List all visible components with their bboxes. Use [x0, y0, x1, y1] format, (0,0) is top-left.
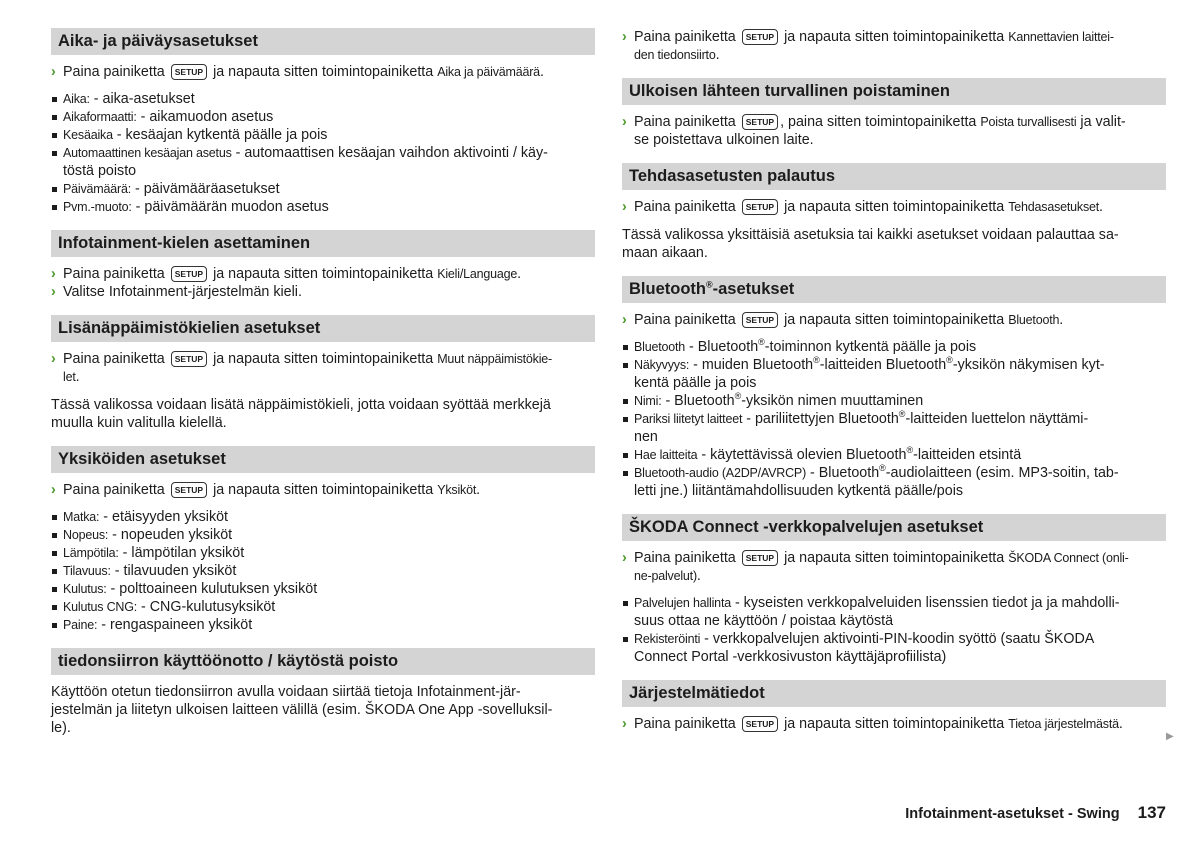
- paragraph: Tässä valikossa yksittäisiä asetuksia tai kaikki asetukset voidaan palauttaa sa- maan aikaan.: [622, 227, 1119, 261]
- section-heading-units: Yksiköiden asetukset: [51, 446, 595, 473]
- section-heading-safe-removal: Ulkoisen lähteen turvallinen poistaminen: [622, 78, 1166, 105]
- list-item: Näkyvyys: - muiden Bluetooth®-laitteiden Bluetooth®-yksikön näkymisen kyt- kentä päälle ja pois: [622, 356, 1166, 392]
- list-item: Bluetooth - Bluetooth®-toiminnon kytkentä päälle ja pois: [622, 338, 1166, 356]
- arrow-icon: ›: [51, 351, 56, 367]
- bullet-icon: [52, 515, 57, 520]
- menu-term: ŠKODA Connect (onli-: [1008, 551, 1129, 565]
- list-item: Tilavuus: - tilavuuden yksiköt: [51, 562, 595, 580]
- instruction-step: › Paina painiketta SETUP ja napauta sitten toimintopainiketta Kieli/Language.: [51, 266, 522, 282]
- paragraph: Käyttöön otetun tiedonsiirron avulla voidaan siirtää tietoja Infotainment-jär- jestelmän ja liitetyn ulkoisen laitteen välillä (esim. ŠKODA One App -sovelluksil- le).: [51, 684, 553, 736]
- continue-arrow-icon: ▶: [1166, 731, 1174, 742]
- list-item-continuation: töstä poisto: [63, 163, 137, 179]
- list-item: Kesäaika - kesäajan kytkentä päälle ja pois: [51, 126, 595, 144]
- setup-key-icon: SETUP: [742, 199, 778, 215]
- bullet-list: [622, 338, 1166, 500]
- page-number: 137: [1137, 803, 1166, 822]
- left-column: [51, 28, 595, 737]
- menu-term: Muut näppäimistökie-: [437, 352, 553, 366]
- arrow-icon: ›: [622, 716, 627, 732]
- arrow-icon: ›: [51, 266, 56, 282]
- menu-term: Yksiköt: [437, 483, 477, 497]
- menu-term: let: [63, 370, 76, 384]
- arrow-icon: ›: [622, 199, 627, 215]
- instruction-step: › Paina painiketta SETUP ja napauta sitten toimintopainiketta Bluetooth.: [622, 312, 1064, 328]
- arrow-icon: ›: [51, 64, 56, 80]
- list-item: Päivämäärä: - päivämääräasetukset: [51, 180, 595, 198]
- instruction-step: › Paina painiketta SETUP ja napauta sitten toimintopainiketta Kannettavien laittei- den tiedonsiirto.: [622, 29, 1114, 63]
- list-item: Pariksi liitetyt laitteet - pariliitettyjen Bluetooth®-laitteiden luettelon näyttämi- nen: [622, 410, 1166, 446]
- instruction-step: › Paina painiketta SETUP ja napauta sitten toimintopainiketta Aika ja päivämäärä.: [51, 64, 544, 80]
- footer-section-title: Infotainment-asetukset - Swing: [905, 806, 1120, 822]
- section-heading-time-date: Aika- ja päiväysasetukset: [51, 28, 595, 55]
- setup-key-icon: SETUP: [742, 550, 778, 566]
- arrow-icon: ›: [622, 312, 627, 328]
- bullet-icon: [52, 551, 57, 556]
- bullet-icon: [623, 417, 628, 422]
- list-item: Kulutus CNG: - CNG-kulutusyksiköt: [51, 598, 595, 616]
- bullet-icon: [52, 605, 57, 610]
- list-item: Bluetooth-audio (A2DP/AVRCP) - Bluetooth®-audiolaitteen (esim. MP3-soitin, tab- letti jne.) liitäntämahdollisuuden kytkentä päälle/pois: [622, 464, 1166, 500]
- bullet-icon: [52, 533, 57, 538]
- menu-term: ne-palvelut): [634, 569, 697, 583]
- section-heading-keyboard-languages: Lisänäppäimistökielien asetukset: [51, 315, 595, 342]
- section-heading-data-transfer: tiedonsiirron käyttöönotto / käytöstä poisto: [51, 648, 595, 675]
- bullet-icon: [52, 151, 57, 156]
- bullet-list: [51, 90, 595, 216]
- bullet-icon: [52, 623, 57, 628]
- list-item: Matka: - etäisyyden yksiköt: [51, 508, 595, 526]
- list-item: Nopeus: - nopeuden yksiköt: [51, 526, 595, 544]
- bullet-icon: [52, 569, 57, 574]
- list-item: Lämpötila: - lämpötilan yksiköt: [51, 544, 595, 562]
- page-footer: [905, 803, 1166, 823]
- arrow-icon: ›: [622, 29, 627, 45]
- setup-key-icon: SETUP: [742, 29, 778, 45]
- bullet-icon: [623, 453, 628, 458]
- arrow-icon: ›: [622, 550, 627, 566]
- instruction-step: › Valitse Infotainment-järjestelmän kieli.: [51, 284, 302, 300]
- bullet-icon: [52, 133, 57, 138]
- section-heading-skoda-connect: ŠKODA Connect -verkkopalvelujen asetukset: [622, 514, 1166, 541]
- bullet-icon: [623, 345, 628, 350]
- bullet-list: [622, 594, 1166, 666]
- bullet-icon: [623, 637, 628, 642]
- bullet-icon: [623, 399, 628, 404]
- instruction-step: › Paina painiketta SETUP , paina sitten toimintopainiketta Poista turvallisesti ja valit- se poistettava ulkoinen laite.: [622, 114, 1126, 148]
- instruction-step: › Paina painiketta SETUP ja napauta sitten toimintopainiketta Yksiköt.: [51, 482, 481, 498]
- list-item: Automaattinen kesäajan asetus - automaattisen kesäajan vaihdon aktivointi / käy-: [51, 144, 595, 162]
- section-heading-bluetooth: Bluetooth®-asetukset: [622, 276, 1166, 303]
- list-item: Kulutus: - polttoaineen kulutuksen yksiköt: [51, 580, 595, 598]
- list-item: Aikaformaatti: - aikamuodon asetus: [51, 108, 595, 126]
- bullet-icon: [52, 97, 57, 102]
- bullet-icon: [623, 471, 628, 476]
- arrow-icon: ›: [622, 114, 627, 130]
- list-item: Paine: - rengaspaineen yksiköt: [51, 616, 595, 634]
- section-heading-factory-reset: Tehdasasetusten palautus: [622, 163, 1166, 190]
- list-item: Pvm.-muoto: - päivämäärän muodon asetus: [51, 198, 595, 216]
- right-column: [622, 28, 1166, 733]
- arrow-icon: ›: [51, 284, 56, 300]
- paragraph: Tässä valikossa voidaan lisätä näppäimistökieli, jotta voidaan syöttää merkkejä muulla kuin valitulla kielellä.: [51, 397, 551, 431]
- menu-term: Aika ja päivämäärä: [437, 65, 540, 79]
- list-item: Hae laitteita - käytettävissä olevien Bluetooth®-laitteiden etsintä: [622, 446, 1166, 464]
- instruction-step: › Paina painiketta SETUP ja napauta sitten toimintopainiketta Tehdasasetukset.: [622, 199, 1104, 215]
- menu-term: Kieli/Language: [437, 267, 518, 281]
- setup-key-icon: SETUP: [171, 351, 207, 367]
- arrow-icon: ›: [51, 482, 56, 498]
- menu-term: Poista turvallisesti: [980, 115, 1077, 129]
- bullet-icon: [52, 587, 57, 592]
- bullet-icon: [52, 187, 57, 192]
- list-item: Rekisteröinti - verkkopalvelujen aktivointi-PIN-koodin syöttö (saatu ŠKODA Connect Portal -verkkosivuston käyttäjäprofiilista): [622, 630, 1166, 666]
- instruction-step: › Paina painiketta SETUP ja napauta sitten toimintopainiketta Muut näppäimistökie- let.: [51, 351, 553, 385]
- bullet-icon: [52, 205, 57, 210]
- instruction-step: › Paina painiketta SETUP ja napauta sitten toimintopainiketta Tietoa järjestelmästä.: [622, 716, 1123, 732]
- bullet-icon: [52, 115, 57, 120]
- setup-key-icon: SETUP: [742, 312, 778, 328]
- section-heading-language: Infotainment-kielen asettaminen: [51, 230, 595, 257]
- bullet-icon: [623, 363, 628, 368]
- menu-term: Kannettavien laittei-: [1008, 30, 1114, 44]
- list-item: Aika: - aika-asetukset: [51, 90, 595, 108]
- menu-term: Tietoa järjestelmästä: [1008, 717, 1119, 731]
- setup-key-icon: SETUP: [742, 716, 778, 732]
- setup-key-icon: SETUP: [171, 482, 207, 498]
- list-item: Nimi: - Bluetooth®-yksikön nimen muuttaminen: [622, 392, 1166, 410]
- bullet-list: [51, 508, 595, 634]
- setup-key-icon: SETUP: [171, 266, 207, 282]
- list-item: Palvelujen hallinta - kyseisten verkkopalveluiden lisenssien tiedot ja ja mahdolli- suus ottaa ne käyttöön / poistaa käytöstä: [622, 594, 1166, 630]
- setup-key-icon: SETUP: [742, 114, 778, 130]
- setup-key-icon: SETUP: [171, 64, 207, 80]
- menu-term: Bluetooth: [1008, 313, 1060, 327]
- instruction-step: › Paina painiketta SETUP ja napauta sitten toimintopainiketta ŠKODA Connect (onli- ne-palvelut).: [622, 550, 1129, 584]
- menu-term: den tiedonsiirto: [634, 48, 716, 62]
- bullet-icon: [623, 601, 628, 606]
- section-heading-system-info: Järjestelmätiedot: [622, 680, 1166, 707]
- menu-term: Tehdasasetukset: [1008, 200, 1100, 214]
